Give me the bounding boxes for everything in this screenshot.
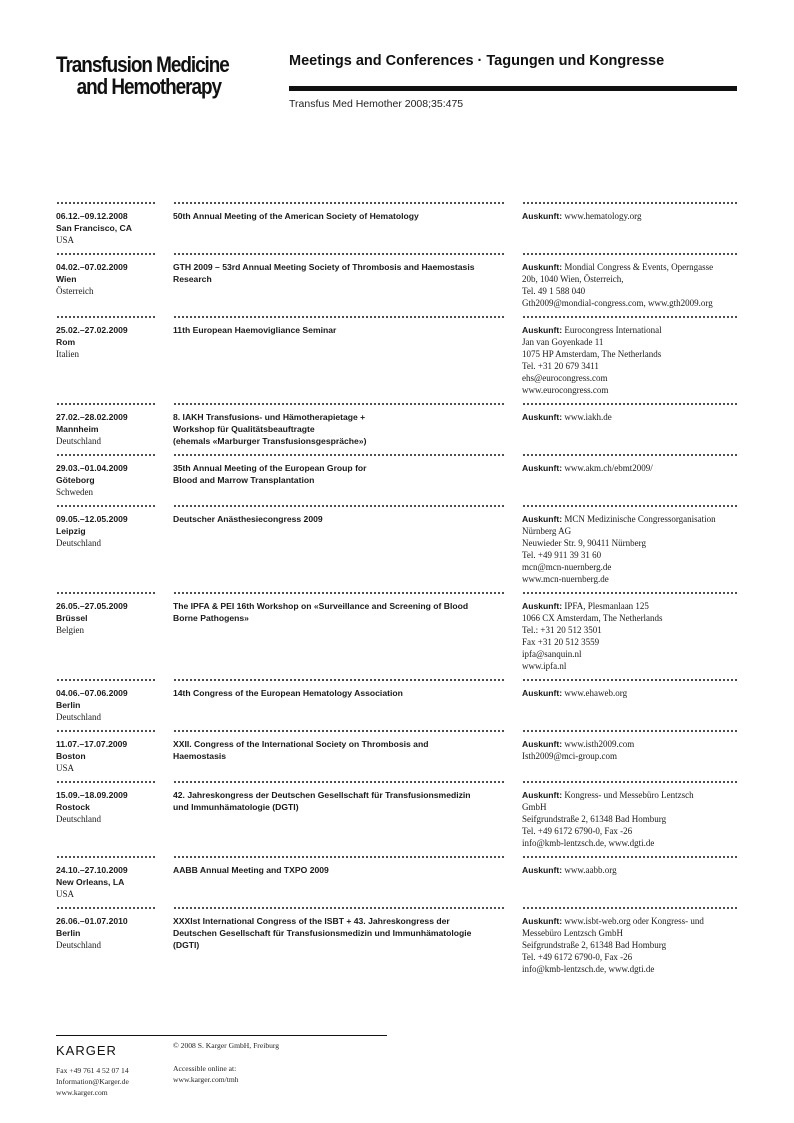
meeting-row [56, 449, 738, 500]
meeting-country: Schweden [56, 487, 93, 497]
meeting-when-where [56, 411, 173, 447]
meeting-title-cell [173, 462, 522, 498]
meeting-title-cell [173, 789, 522, 849]
meeting-date: 04.02.–07.02.2009 [56, 262, 128, 272]
meeting-title: 35th Annual Meeting of the European Group for Blood and Marrow Transplantation [173, 463, 367, 485]
meeting-contact[interactable] [522, 864, 738, 876]
meeting-info-cell [522, 462, 738, 498]
meeting-info-cell [522, 411, 738, 447]
dotted-separator [56, 587, 738, 599]
meeting-date: 11.07.–17.07.2009 [56, 739, 128, 749]
meeting-date: 29.03.–01.04.2009 [56, 463, 128, 473]
dotted-separator [56, 776, 738, 788]
meeting-contact[interactable] [522, 600, 738, 672]
meeting-contact[interactable] [522, 738, 738, 762]
page-title: Meetings and Conferences · Tagungen und Kongresse [289, 53, 665, 69]
dotted-separator [56, 311, 738, 323]
meeting-title: GTH 2009 – 53rd Annual Meeting Society of Thrombosis and Haemostasis Research [173, 262, 475, 284]
dotted-separator [56, 449, 738, 461]
meeting-info-cell [522, 738, 738, 774]
meeting-row [56, 776, 738, 851]
meeting-contact-text: www.iakh.de [564, 412, 612, 422]
meeting-contact-text: www.isth2009.com Isth2009@mci-group.com [522, 739, 635, 761]
meeting-contact[interactable] [522, 324, 738, 396]
meeting-when-where [56, 687, 173, 723]
meeting-date: 06.12.–09.12.2008 [56, 211, 128, 221]
meeting-contact-text: IPFA, Plesmanlaan 125 1066 CX Amsterdam, The Netherlands Tel.: +31 20 512 3501 Fax +31 20 512 3559 ipfa@sanquin.nl www.ipfa.nl [522, 601, 663, 671]
online-url[interactable]: www.karger.com/tmh [173, 1075, 239, 1084]
publisher-email[interactable]: Information@Karger.de [56, 1077, 129, 1086]
info-label: Auskunft: [522, 514, 563, 524]
meeting-contact-text: www.aabb.org [564, 865, 617, 875]
meeting-contact[interactable] [522, 915, 738, 975]
meeting-contact[interactable] [522, 513, 738, 585]
journal-logo [56, 54, 229, 98]
meeting-city: Rostock [56, 802, 90, 812]
meeting-date: 26.05.–27.05.2009 [56, 601, 128, 611]
meeting-title: XXII. Congress of the International Society on Thrombosis and Haemostasis [173, 739, 429, 761]
meeting-city: Wien [56, 274, 77, 284]
dotted-separator [56, 500, 738, 512]
logo-line-1: Transfusion Medicine [56, 52, 229, 77]
dotted-separator [56, 248, 738, 260]
meeting-date: 24.10.–27.10.2009 [56, 865, 128, 875]
meeting-contact-text: Eurocongress International Jan van Goyenkade 11 1075 HP Amsterdam, The Netherlands Tel. +31 20 679 3411 ehs@eurocongress.com www.eurocongress.com [522, 325, 662, 395]
meeting-when-where [56, 462, 173, 498]
meeting-title-cell [173, 915, 522, 975]
info-label: Auskunft: [522, 412, 563, 422]
meeting-city: Rom [56, 337, 76, 347]
meeting-city: San Francisco, CA [56, 223, 132, 233]
meeting-title: 14th Congress of the European Hematology Association [173, 688, 403, 698]
meeting-contact[interactable] [522, 687, 738, 699]
meeting-title: Deutscher Anästhesiecongress 2009 [173, 514, 323, 524]
meeting-city: Berlin [56, 928, 81, 938]
meeting-city: Leipzig [56, 526, 86, 536]
meeting-info-cell [522, 210, 738, 246]
meeting-contact-text: Mondial Congress & Events, Operngasse 20b, 1040 Wien, Österreich, Tel. 49 1 588 040 Gth2009@mondial-congress.com, www.gth2009.org [522, 262, 714, 308]
meeting-title-cell [173, 324, 522, 396]
info-label: Auskunft: [522, 688, 563, 698]
meeting-city: Göteborg [56, 475, 95, 485]
meeting-info-cell [522, 687, 738, 723]
meeting-title: AABB Annual Meeting and TXPO 2009 [173, 865, 329, 875]
meeting-date: 27.02.–28.02.2009 [56, 412, 128, 422]
meeting-info-cell [522, 864, 738, 900]
meeting-row [56, 311, 738, 398]
meeting-info-cell [522, 789, 738, 849]
meeting-when-where [56, 261, 173, 309]
meeting-row [56, 725, 738, 776]
meeting-title-cell [173, 210, 522, 246]
meeting-contact[interactable] [522, 789, 738, 849]
meeting-title-cell [173, 687, 522, 723]
meeting-title: 8. IAKH Transfusions- und Hämotherapietage + Workshop für Qualitätsbeauftragte (ehemals «Marburger Transfusionsgespräche») [173, 412, 367, 446]
meeting-country: USA [56, 763, 75, 773]
dotted-separator [56, 902, 738, 914]
info-label: Auskunft: [522, 463, 563, 473]
meeting-title: 50th Annual Meeting of the American Society of Hematology [173, 211, 419, 221]
publisher-fax: Fax +49 761 4 52 07 14 [56, 1066, 129, 1075]
meeting-contact[interactable] [522, 261, 738, 309]
dotted-separator [56, 851, 738, 863]
copyright: © 2008 S. Karger GmbH, Freiburg [173, 1041, 280, 1050]
meetings-table [56, 197, 738, 977]
online-label: Accessible online at: [173, 1064, 237, 1073]
meeting-info-cell [522, 513, 738, 585]
meeting-contact[interactable] [522, 210, 738, 222]
meeting-info-cell [522, 261, 738, 309]
meeting-city: Brüssel [56, 613, 88, 623]
meeting-when-where [56, 864, 173, 900]
meeting-contact-text: www.hematology.org [564, 211, 642, 221]
meeting-country: Deutschland [56, 538, 101, 548]
meeting-title-cell [173, 513, 522, 585]
publisher-logo: KARGER [56, 1043, 117, 1058]
dotted-separator [56, 398, 738, 410]
info-label: Auskunft: [522, 262, 563, 272]
meeting-when-where [56, 738, 173, 774]
meeting-row [56, 500, 738, 587]
meeting-contact-text: Kongress- und Messebüro Lentzsch GmbH Seifgrundstraße 2, 61348 Bad Homburg Tel. +49 6172 6790-0, Fax -26 info@kmb-lentzsch.de, www.dgti.de [522, 790, 694, 848]
meeting-row [56, 587, 738, 674]
meeting-info-cell [522, 600, 738, 672]
meeting-title-cell [173, 738, 522, 774]
info-label: Auskunft: [522, 601, 563, 611]
meeting-date: 15.09.–18.09.2009 [56, 790, 128, 800]
meeting-city: Boston [56, 751, 86, 761]
dotted-separator [56, 674, 738, 686]
meeting-city: New Orleans, LA [56, 877, 125, 887]
meeting-country: Deutschland [56, 940, 101, 950]
meeting-when-where [56, 513, 173, 585]
meeting-city: Mannheim [56, 424, 99, 434]
publisher-contacts [56, 1065, 129, 1098]
meeting-country: USA [56, 235, 75, 245]
info-label: Auskunft: [522, 739, 563, 749]
meeting-city: Berlin [56, 700, 81, 710]
meeting-contact[interactable] [522, 411, 738, 423]
logo-line-2: and Hemotherapy [76, 74, 221, 99]
meeting-title-cell [173, 261, 522, 309]
meeting-country: Deutschland [56, 436, 101, 446]
info-label: Auskunft: [522, 790, 563, 800]
info-label: Auskunft: [522, 865, 563, 875]
meeting-country: Deutschland [56, 712, 101, 722]
meeting-row [56, 851, 738, 902]
meeting-country: USA [56, 889, 75, 899]
meeting-country: Italien [56, 349, 79, 359]
meeting-country: Deutschland [56, 814, 101, 824]
meeting-info-cell [522, 324, 738, 396]
meeting-when-where [56, 915, 173, 975]
meeting-country: Österreich [56, 286, 94, 296]
meeting-row [56, 197, 738, 248]
meeting-contact-text: www.ehaweb.org [564, 688, 628, 698]
meeting-row [56, 902, 738, 977]
meeting-title-cell [173, 600, 522, 672]
publisher-website[interactable]: www.karger.com [56, 1088, 108, 1097]
meeting-date: 25.02.–27.02.2009 [56, 325, 128, 335]
meeting-title: XXXIst International Congress of the ISBT + 43. Jahreskongress der Deutschen Gesellschaft für Transfusionsmedizin und Immunhämatologie (DGTI) [173, 916, 472, 950]
meeting-country: Belgien [56, 625, 84, 635]
meeting-contact[interactable] [522, 462, 738, 474]
meeting-row [56, 674, 738, 725]
meeting-contact-text: www.isbt-web.org oder Kongress- und Messebüro Lentzsch GmbH Seifgrundstraße 2, 61348 Bad Homburg Tel. +49 6172 6790-0, Fax -26 info@kmb-lentzsch.de, www.dgti.de [522, 916, 704, 974]
meeting-when-where [56, 600, 173, 672]
meeting-date: 04.06.–07.06.2009 [56, 688, 128, 698]
dotted-separator [56, 725, 738, 737]
info-label: Auskunft: [522, 916, 563, 926]
meeting-contact-text: www.akm.ch/ebmt2009/ [564, 463, 653, 473]
meeting-date: 26.06.–01.07.2010 [56, 916, 128, 926]
footer-rule [56, 1035, 387, 1036]
meeting-when-where [56, 789, 173, 849]
info-label: Auskunft: [522, 325, 563, 335]
meeting-when-where [56, 210, 173, 246]
meeting-title: 11th European Haemovigliance Seminar [173, 325, 337, 335]
meeting-title: 42. Jahreskongress der Deutschen Gesellschaft für Transfusionsmedizin und Immunhämatologie (DGTI) [173, 790, 471, 812]
meeting-date: 09.05.–12.05.2009 [56, 514, 128, 524]
info-label: Auskunft: [522, 211, 563, 221]
online-access [173, 1063, 239, 1085]
meeting-info-cell [522, 915, 738, 975]
header-rule [289, 86, 737, 91]
dotted-separator [56, 197, 738, 209]
meeting-row [56, 398, 738, 449]
meeting-row [56, 248, 738, 311]
meeting-title-cell [173, 411, 522, 447]
citation: Transfus Med Hemother 2008;35:475 [289, 98, 464, 110]
meeting-contact-text: MCN Medizinische Congressorganisation Nürnberg AG Neuwieder Str. 9, 90411 Nürnberg Tel. +49 911 39 31 60 mcn@mcn-nuernberg.de www.mcn-nuernberg.de [522, 514, 716, 584]
meeting-title-cell [173, 864, 522, 900]
meeting-when-where [56, 324, 173, 396]
meeting-title: The IPFA & PEI 16th Workshop on «Surveillance and Screening of Blood Borne Pathogens» [173, 601, 469, 623]
